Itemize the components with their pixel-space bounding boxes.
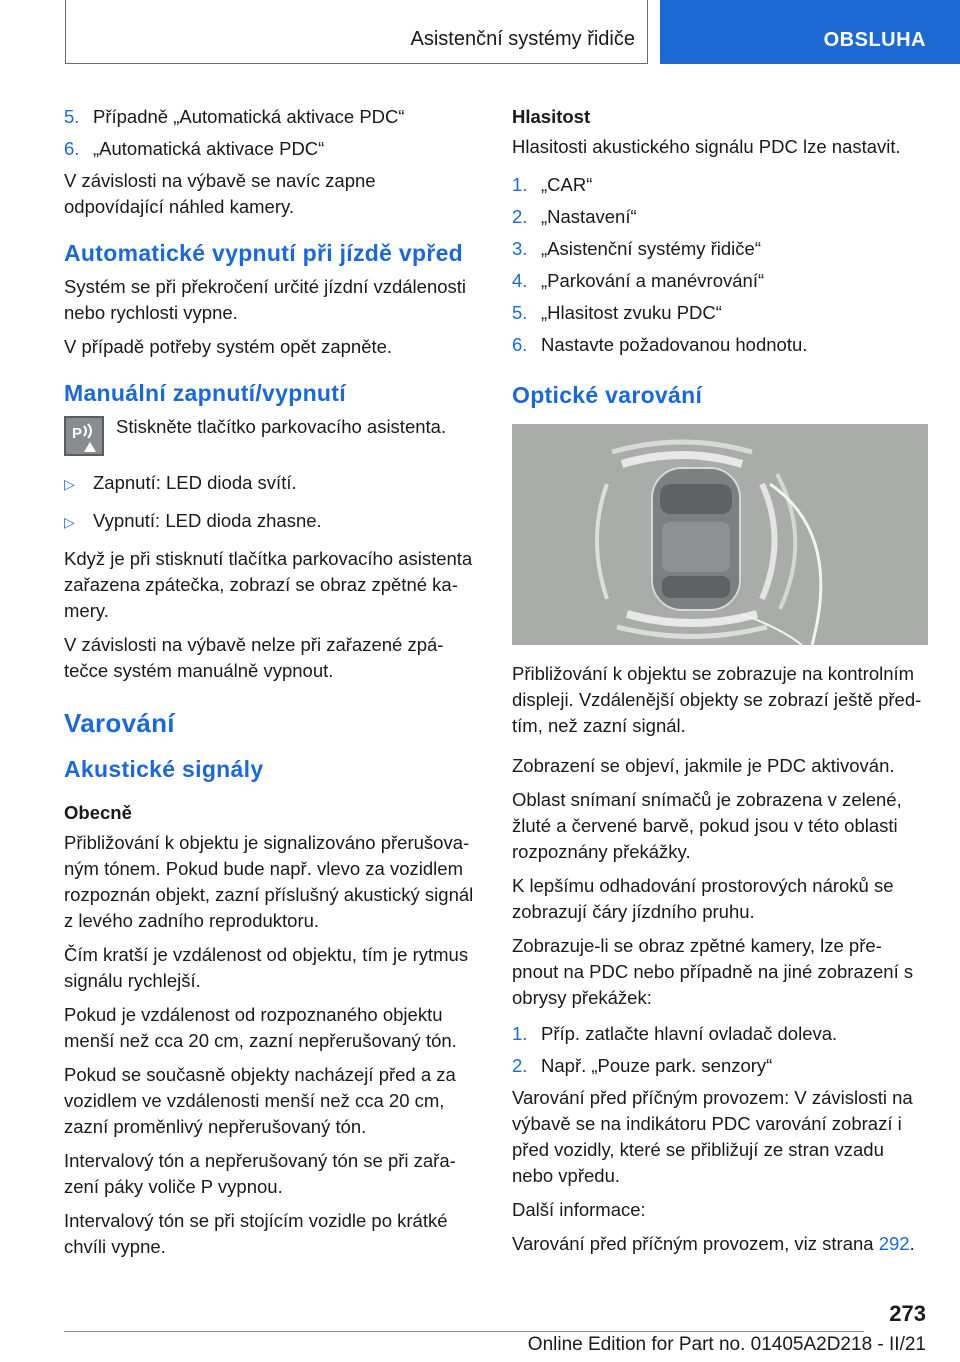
paragraph: Pokud je vzdálenost od rozpoznaného objektu menší než cca 20 cm, zazní nepřerušovaný tón. [64, 1004, 457, 1051]
right-column [512, 104, 928, 1265]
paragraph: Přibližování k objektu se zobrazuje na kontrolním displeji. Vzdálenější objekty se zobrazí ještě před-tím, než zazní signál. [512, 663, 922, 736]
heading-manual: Manuální zapnutí/vypnutí [64, 380, 346, 406]
step-list-volume [512, 172, 928, 358]
paragraph: V případě potřeby systém opět zapněte. [64, 336, 393, 357]
paragraph: Když je při stisknutí tlačítka parkovacího asistenta zařazena zpátečka, zobrazí se obraz zpětné ka-mery. [64, 548, 473, 621]
list-item: 1. „CAR“ [512, 174, 593, 195]
heading-acoustic: Akustické signály [64, 756, 264, 782]
paragraph: Hlasitosti akustického signálu PDC lze nastavit. [512, 136, 901, 157]
heading-volume: Hlasitost [512, 106, 591, 127]
svg-text:P: P [72, 425, 83, 442]
cross-reference: Varování před příčným provozem, viz strana 292. [512, 1233, 915, 1254]
icon-instruction-text: Stiskněte tlačítko parkovacího asistenta. [116, 416, 447, 437]
page-link[interactable]: 292 [878, 1233, 910, 1254]
paragraph: Varování před příčným provozem: V závislosti na výbavě se na indikátoru PDC varování zobrazí i před vozidly, které se přibližují ze stran vzadu nebo vpředu. [512, 1087, 913, 1186]
paragraph: V závislosti na výbavě se navíc zapne odpovídající náhled kamery. [64, 170, 376, 217]
list-item: 5. Případně „Automatická aktivace PDC“ [64, 106, 405, 127]
list-item: 6. „Automatická aktivace PDC“ [64, 138, 325, 159]
page-header [0, 0, 960, 66]
heading-warning: Varování [64, 708, 175, 738]
section-title: Asistenční systémy řidiče [410, 28, 635, 50]
paragraph: Intervalový tón a nepřerušovaný tón se při zařa-zení páky voliče P vypnou. [64, 1150, 456, 1197]
pdc-display-illustration [512, 424, 928, 645]
list-item: 2. Např. „Pouze park. senzory“ [512, 1055, 773, 1076]
paragraph: Čím kratší je vzdálenost od objektu, tím je rytmus signálu rychlejší. [64, 944, 469, 991]
paragraph: Zobrazuje-li se obraz zpětné kamery, lze pře-pnout na PDC nebo případně na jiné zobrazení s obrysy překážek: [512, 935, 914, 1008]
list-item: 4. „Parkování a manévrování“ [512, 270, 765, 291]
paragraph: Intervalový tón se při stojícím vozidle po krátké chvíli vypne. [64, 1210, 448, 1257]
step-list-top [64, 104, 480, 162]
icon-instruction [64, 414, 480, 456]
heading-optical: Optické varování [512, 382, 703, 408]
heading-general: Obecně [64, 802, 132, 823]
bullet-list [64, 470, 480, 535]
paragraph: K lepšímu odhadování prostorových nároků se zobrazují čáry jízdního pruhu. [512, 875, 894, 922]
paragraph: Další informace: [512, 1199, 646, 1220]
list-item: 3. „Asistenční systémy řidiče“ [512, 238, 761, 259]
paragraph: Systém se při překročení určité jízdní vzdálenosti nebo rychlosti vypne. [64, 276, 467, 323]
step-list-optical [512, 1021, 928, 1079]
edition-footer: Online Edition for Part no. 01405A2D218 - II/21 [527, 1334, 926, 1355]
page-number: 273 [889, 1301, 926, 1326]
chapter-tab-label: OBSLUHA [823, 29, 926, 51]
paragraph: Přibližování k objektu je signalizováno přerušova-ným tónem. Pokud bude např. vlevo za vozidlem rozpoznán objekt, zazní příslušný akustický signál z levého zadního reproduktoru. [64, 832, 474, 931]
paragraph: Zobrazení se objeví, jakmile je PDC aktivován. [512, 755, 895, 776]
section-title-box [65, 0, 648, 64]
footer-divider [64, 1331, 864, 1332]
list-item: 2. „Nastavení“ [512, 206, 637, 227]
left-column [64, 104, 480, 1268]
list-item: ▷ Zapnutí: LED dioda svítí. [64, 470, 480, 497]
parking-assist-button-icon [64, 416, 104, 456]
triangle-bullet-icon: ▷ [64, 514, 75, 530]
paragraph: V závislosti na výbavě nelze při zařazené zpá-tečce systém manuálně vypnout. [64, 634, 444, 681]
list-item: 6. Nastavte požadovanou hodnotu. [512, 334, 808, 355]
chapter-tab [660, 0, 960, 64]
list-item: ▷ Vypnutí: LED dioda zhasne. [64, 508, 480, 535]
paragraph: Pokud se současně objekty nacházejí před a za vozidlem ve vzdálenosti menší než cca 20 cm, zazní proměnlivý nepřerušovaný tón. [64, 1064, 456, 1137]
heading-auto-off: Automatické vypnutí při jízdě vpřed [64, 240, 464, 266]
triangle-bullet-icon: ▷ [64, 476, 75, 492]
list-item: 5. „Hlasitost zvuku PDC“ [512, 302, 722, 323]
paragraph: Oblast snímaní snímačů je zobrazena v zelené, žluté a červené barvě, pokud jsou v této oblasti rozpoznány překážky. [512, 789, 902, 862]
list-item: 1. Příp. zatlačte hlavní ovladač doleva. [512, 1023, 838, 1044]
